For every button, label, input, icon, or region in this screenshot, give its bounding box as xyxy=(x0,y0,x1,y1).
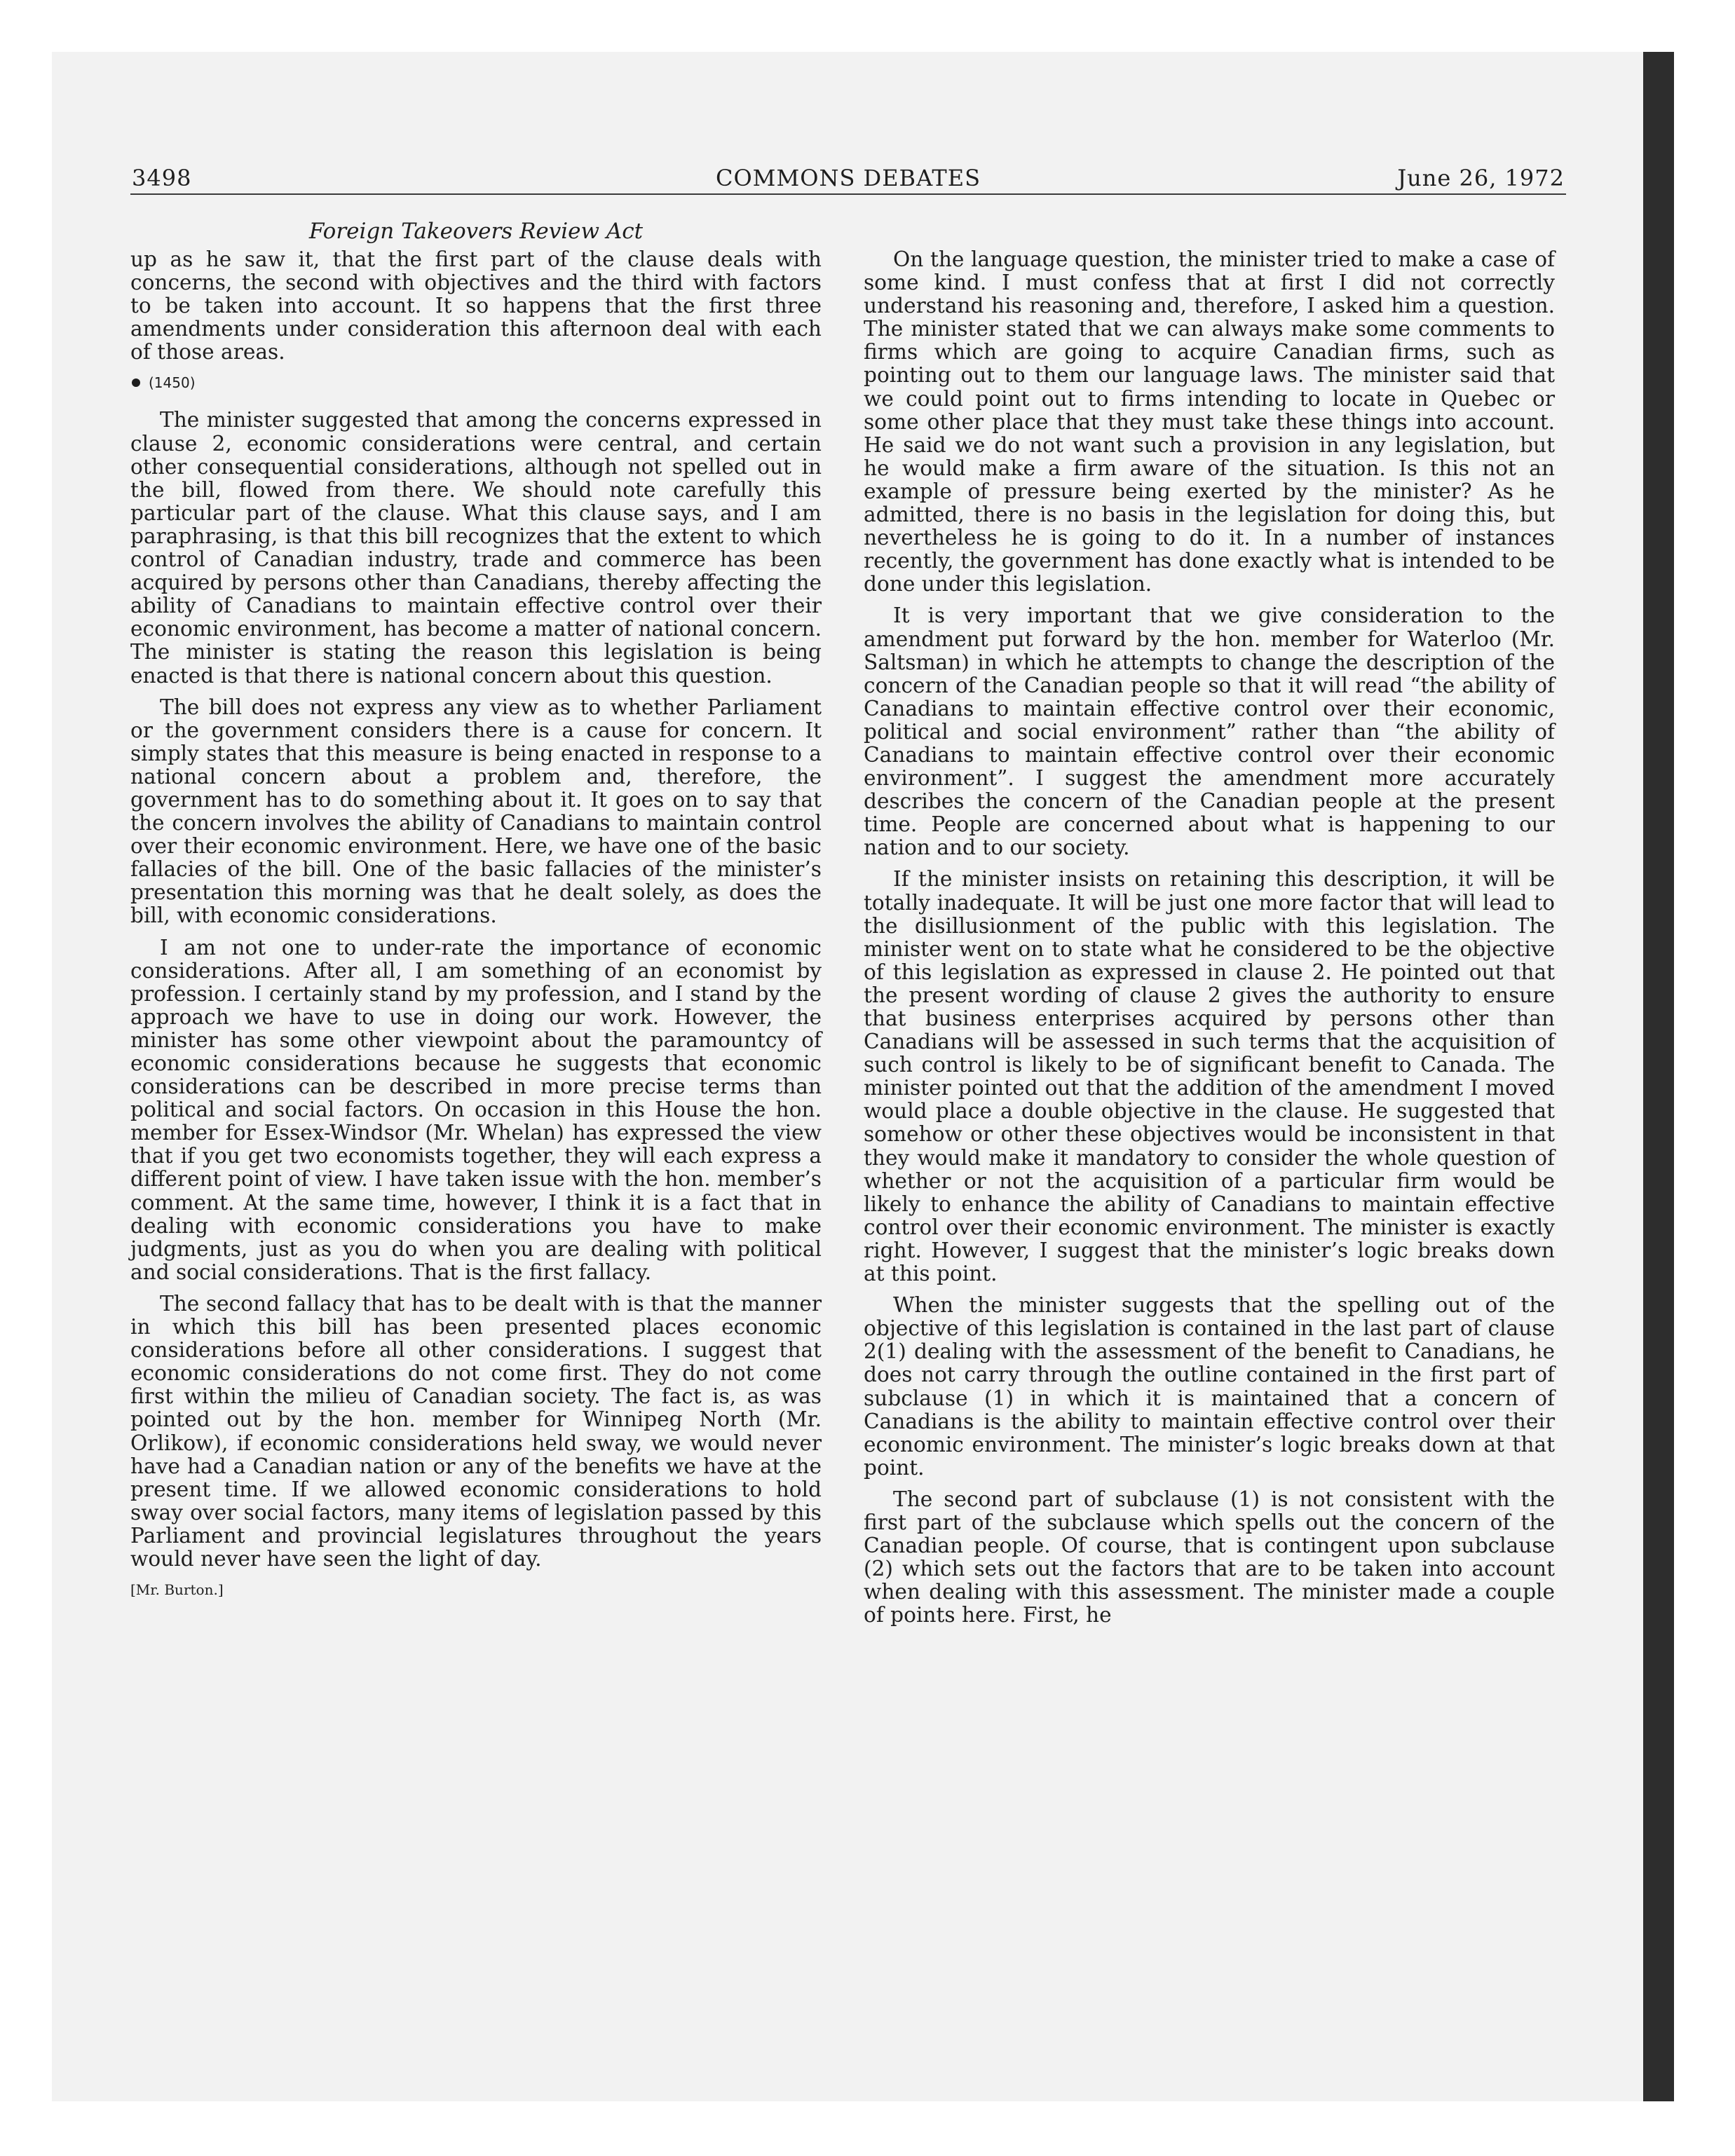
paragraph: The minister suggested that among the concerns expressed in clause 2, economic considerations were central, and certain other consequential considerations, although not spelled out in the bill, flowed from there. We should note carefully this particular part of the clause. What this clause says, and I am paraphrasing, is that this bill recognizes that the extent to which control of Canadian industry, trade and commerce has been acquired by persons other than Canadians, thereby affecting the ability of Canadians to maintain effective control over their economic environment, has become a matter of national concern. The minister is stating the reason this legislation is being enacted is that there is national concern about this question. xyxy=(130,408,822,688)
page-number: 3498 xyxy=(132,165,192,191)
bullet-icon xyxy=(132,378,140,387)
paragraph: It is very important that we give consideration to the amendment put forward by the hon. member for Waterloo (Mr. Saltsman) in which he attempts to change the description of the concern of the Canadian people so that it will read “the ability of Canadians to maintain effective control over their economic, political and social environment” rather than “the ability of Canadians to maintain effective control over their economic environment”. I suggest the amendment more accurately describes the concern of the Canadian people at the present time. People are concerned about what is happening to our nation and to our society. xyxy=(864,603,1555,860)
paragraph: The second fallacy that has to be dealt with is that the manner in which this bill has been presented places economic considerations before all other considerations. I suggest that economic considerations do not come first. They do not come first within the milieu of Canadian society. The fact is, as was pointed out by the hon. member for Winnipeg North (Mr. Orlikow), if economic considerations held sway, we would never have had a Canadian nation or any of the benefits we have at the present time. If we allowed economic considerations to hold sway over social factors, many items of legislation passed by this Parliament and provincial legislatures throughout the years would never have seen the light of day. xyxy=(130,1291,822,1571)
speaker-attribution: [Mr. Burton.] xyxy=(130,1581,224,1599)
paragraph: The second part of subclause (1) is not consistent with the first part of the subclause which spells out the concern of the Canadian people. Of course, that is contingent upon subclause (2) which sets out the factors that are to be taken into account when dealing with this assessment. The minister made a couple of points here. First, he xyxy=(864,1487,1555,1628)
publication-title: COMMONS DEBATES xyxy=(715,165,981,191)
paragraph: I am not one to under-rate the importance of economic considerations. After all, I am something of an economist by profession. I certainly stand by my profession, and I stand by the approach we have to use in doing our work. However, the minister has some other viewpoint about the paramountcy of economic considerations because he suggests that economic considerations can be described in more precise terms than political and social factors. On occasion in this House the hon. member for Essex-Windsor (Mr. Whelan) has expressed the view that if you get two economists together, they will each express a different point of view. I have taken issue with the hon. member’s comment. At the same time, however, I think it is a fact that in dealing with economic considerations you have to make judgments, just as you do when you are dealing with political and social considerations. That is the first fallacy. xyxy=(130,935,822,1284)
paragraph: When the minister suggests that the spelling out of the objective of this legislation is contained in the last part of clause 2(1) dealing with the assessment of the benefit to Canadians, he does not carry through the outline contained in the first part of subclause (1) in which it is maintained that a concern of Canadians is the ability to maintain effective control over their economic environment. The minister’s logic breaks down at that point. xyxy=(864,1293,1555,1480)
page-header xyxy=(130,163,1566,195)
paragraph: up as he saw it, that the first part of the clause deals with concerns, the second with objectives and the third with factors to be taken into account. It so happens that the first three amendments under consideration this afternoon deal with each of those areas. xyxy=(130,247,822,364)
right-column xyxy=(864,248,1555,1635)
section-subheading: Foreign Takeovers Review Act xyxy=(308,219,644,244)
paragraph: On the language question, the minister tried to make a case of some kind. I must confess that at first I did not correctly understand his reasoning and, therefore, I asked him a question. The minister stated that we can always make some comments to firms which are going to acquire Canadian firms, such as pointing out to them our language laws. The minister said that we could point out to firms intending to locate in Quebec or some other place that they must take these things into account. He said we do not want such a provision in any legislation, but he would make a firm aware of the situation. Is this not an example of pressure being exerted by the minister? As he admitted, there is no basis in the legislation for doing this, but nevertheless he is going to do it. In a number of instances recently, the government has done exactly what is intended to be done under this legislation. xyxy=(864,247,1555,596)
publication-date: June 26, 1972 xyxy=(1397,165,1565,191)
left-column xyxy=(130,248,822,1600)
paragraph: The bill does not express any view as to whether Parliament or the government considers there is a cause for concern. It simply states that this measure is being enacted in response to a national concern about a problem and, therefore, the government has to do something about it. It goes on to say that the concern involves the ability of Canadians to maintain control over their economic environment. Here, we have one of the basic fallacies of the bill. One of the basic fallacies of the minister’s presentation this morning was that he dealt solely, as does the bill, with economic considerations. xyxy=(130,695,822,928)
timestamp-marker xyxy=(132,372,822,393)
paragraph: If the minister insists on retaining this description, it will be totally inadequate. It will be just one more factor that will lead to the disillusionment of the public with this legislation. The minister went on to state what he considered to be the objective of this legislation as expressed in clause 2. He pointed out that the present wording of clause 2 gives the authority to ensure that business enterprises acquired by persons other than Canadians will be assessed in such terms that the acquisition of such control is likely to be of significant benefit to Canada. The minister pointed out that the addition of the amendment I moved would place a double objective in the clause. He suggested that somehow or other these objectives would be inconsistent in that they would make it mandatory to consider the whole question of whether or not the acquisition of a particular firm would be likely to enhance the ability of Canadians to maintain effective control over their economic environment. The minister is exactly right. However, I suggest that the minister’s logic breaks down at this point. xyxy=(864,867,1555,1286)
scan-edge-shadow xyxy=(1643,52,1674,2101)
timestamp-text: (1450) xyxy=(149,374,196,392)
